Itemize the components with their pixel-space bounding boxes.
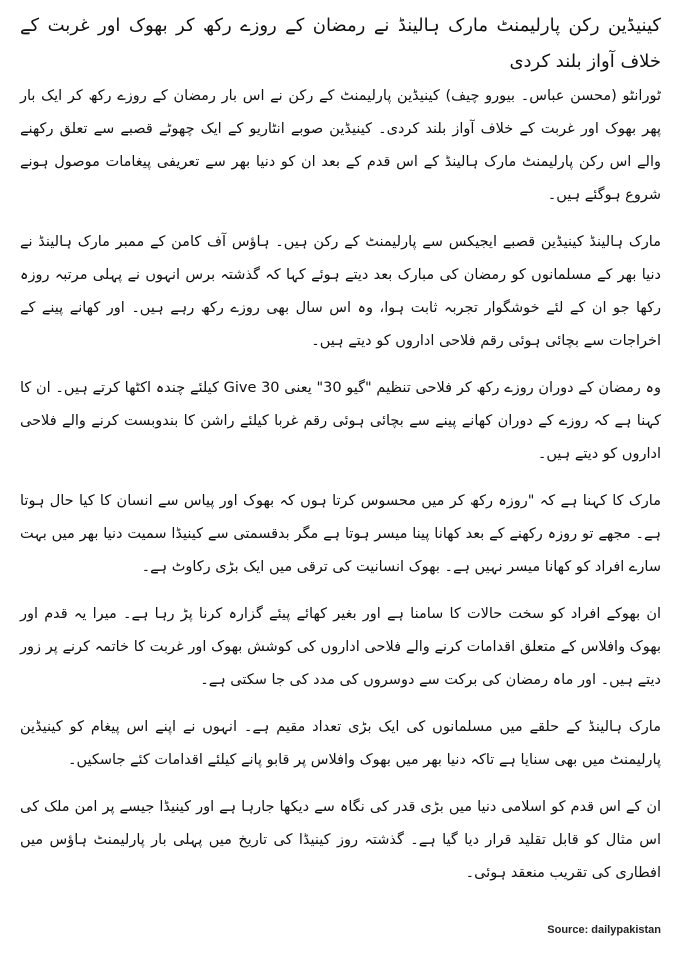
source-credit: Source: dailypakistan bbox=[547, 924, 661, 936]
paragraph-4: مارک کا کہنا ہے کہ "روزہ رکھ کر میں محسوس کرتا ہوں کہ بھوک اور پیاس سے انسان کا کیا حال ہوتا ہے۔ مجھے تو روزہ رکھنے کے بعد کھانا پینا میسر ہوتا ہے مگر بدقسمتی سے کینیڈا سمیت دنیا بھر میں بہت سارے افراد کو کھانا میسر نہیں ہے۔ بھوک انسانیت کی ترقی میں ایک بڑی رکاوٹ ہے۔ bbox=[20, 493, 661, 575]
article-headline: کینیڈین رکن پارلیمنٹ مارک ہالینڈ نے رمضان کے روزے رکھ کر بھوک اور غربت کے خلاف آواز بلند کردی bbox=[20, 15, 661, 72]
article bbox=[20, 8, 661, 904]
paragraph-7: ان کے اس قدم کو اسلامی دنیا میں بڑی قدر کی نگاہ سے دیکھا جارہا ہے اور کینیڈا جیسے پر امن ملک کی اس مثال کو قابل تقلید قرار دیا گیا ہے۔ گذشتہ روز کینیڈا کی تاریخ میں پہلی بار پارلیمنٹ ہاؤس میں افطاری کی تقریب منعقد ہوئی۔ bbox=[20, 799, 661, 881]
paragraph-3: وہ رمضان کے دوران روزے رکھ کر فلاحی تنظیم "گیو 30" یعنی Give 30 کیلئے چندہ اکٹھا کرتے ہیں۔ ان کا کہنا ہے کہ روزے کے دوران کھانے پینے سے بچائی ہوئی رقم غربا کیلئے راشن کا بندوبست کرنے والے فلاحی اداروں کو دیتے ہیں۔ bbox=[20, 380, 661, 462]
paragraph-2: مارک ہالینڈ کینیڈین قصبے ایجیکس سے پارلیمنٹ کے رکن ہیں۔ ہاؤس آف کامن کے ممبر مارک ہالینڈ نے دنیا بھر کے مسلمانوں کو رمضان کی مبارک بعد دیتے ہوئے کہا کہ گذشتہ برس انہوں نے پہلی مرتبہ روزہ رکھا جو ان کے لئے خوشگوار تجربہ ثابت ہوا، وہ اس سال بھی روزے رکھ رہے ہیں۔ اور کھانے پینے کے اخراجات سے بچائی ہوئی رقم فلاحی اداروں کو دیتے ہیں۔ bbox=[20, 234, 661, 349]
paragraph-6: مارک ہالینڈ کے حلقے میں مسلمانوں کی ایک بڑی تعداد مقیم ہے۔ انہوں نے اپنے اس پیغام کو کینیڈین پارلیمنٹ میں بھی سنایا ہے تاکہ دنیا بھر میں بھوک وافلاس پر قابو پانے کیلئے اقدامات کئے جاسکیں۔ bbox=[20, 719, 661, 768]
paragraph-1: ٹورانٹو (محسن عباس۔ بیورو چیف) کینیڈین پارلیمنٹ کے رکن نے اس بار رمضان کے روزے رکھ کر ایک بار پھر بھوک اور غربت کے خلاف آواز بلند کردی۔ کینیڈین صوبے انٹاریو کے ایک چھوٹے قصبے سے تعلق رکھنے والے اس رکن پارلیمنٹ مارک ہالینڈ کے اس قدم کے بعد ان کو دنیا بھر سے تعریفی پیغامات موصول ہونے شروع ہوگئے ہیں۔ bbox=[20, 88, 661, 203]
paragraph-5: ان بھوکے افراد کو سخت حالات کا سامنا ہے اور بغیر کھائے پیئے گزارہ کرنا پڑ رہا ہے۔ میرا یہ قدم اور بھوک وافلاس کے متعلق اقدامات کرنے والے فلاحی اداروں کی کوشش بھوک اور غربت کا خاتمہ کرنے پر زور دیتے ہیں۔ اور ماہ رمضان کی برکت سے دوسروں کی مدد کی جا سکتی ہے۔ bbox=[20, 606, 661, 688]
